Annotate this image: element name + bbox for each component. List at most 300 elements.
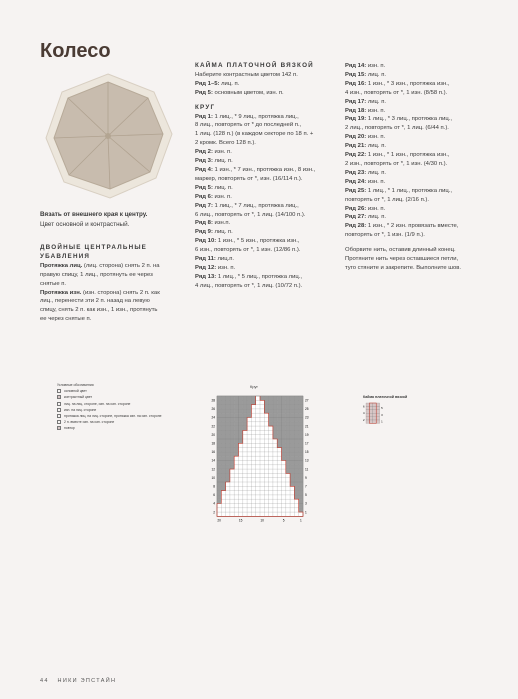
chart-right-tick: 27	[305, 398, 309, 403]
no-stitch-cell	[243, 413, 247, 417]
chart-bottom-tick: 10	[260, 518, 264, 523]
circle-row: повторять от *, 1 лиц. (2/16 п.).	[345, 196, 429, 203]
no-stitch-cell	[299, 486, 303, 490]
no-stitch-cell	[299, 508, 303, 512]
legend-swatch-icon	[57, 414, 61, 418]
no-stitch-cell	[277, 439, 281, 443]
no-stitch-cell	[217, 430, 221, 434]
no-stitch-cell	[299, 495, 303, 499]
circle-row: 8 лиц., повторять от * до последней п.,	[195, 122, 302, 129]
no-stitch-cell	[290, 452, 294, 456]
no-stitch-cell	[234, 413, 238, 417]
no-stitch-cell	[239, 396, 243, 400]
no-stitch-cell	[299, 430, 303, 434]
edge-row: Наберите контрастным цветом 142 п.	[195, 71, 298, 78]
no-stitch-cell	[282, 413, 286, 417]
no-stitch-cell	[239, 422, 243, 426]
no-stitch-cell	[273, 396, 277, 400]
no-stitch-cell	[221, 418, 225, 422]
circle-row: Ряд 10: 1 изн., * 5 изн., протяжка изн.,	[195, 238, 300, 245]
no-stitch-cell	[273, 413, 277, 417]
mini-chart-title: Кайма платочной вязкой	[363, 395, 408, 399]
no-stitch-cell	[230, 461, 234, 465]
circle-row: Ряд 7: 1 лиц., * 7 лиц., протяжка лиц.,	[195, 202, 299, 209]
legend-label: 2 п. вместе изн. на изн. стороне	[64, 420, 115, 425]
decrease-purl-line: лиц., перенести эти 2 п. назад на левую	[40, 298, 150, 305]
no-stitch-cell	[221, 426, 225, 430]
no-stitch-cell	[282, 456, 286, 460]
no-stitch-cell	[286, 418, 290, 422]
circle-row: Ряд 24: изн. п.	[345, 178, 386, 185]
no-stitch-cell	[290, 482, 294, 486]
no-stitch-cell	[226, 439, 230, 443]
no-stitch-cell	[299, 491, 303, 495]
no-stitch-cell	[234, 430, 238, 434]
edge-chart-cell	[376, 420, 379, 423]
chart-left-tick: 16	[211, 450, 215, 455]
no-stitch-cell	[260, 396, 264, 400]
edge-chart-cell	[373, 417, 376, 420]
no-stitch-cell	[239, 409, 243, 413]
chart-left-tick: 28	[211, 398, 215, 403]
page-footer	[40, 678, 116, 684]
no-stitch-cell	[217, 491, 221, 495]
edge-chart-cell	[373, 413, 376, 416]
no-stitch-cell	[230, 426, 234, 430]
no-stitch-cell	[282, 439, 286, 443]
edge-right-tick: 1	[381, 419, 383, 424]
no-stitch-cell	[290, 443, 294, 447]
no-stitch-cell	[294, 422, 298, 426]
page-number: 44	[40, 678, 49, 684]
no-stitch-cell	[234, 435, 238, 439]
no-stitch-cell	[294, 430, 298, 434]
no-stitch-cell	[239, 405, 243, 409]
no-stitch-cell	[230, 448, 234, 452]
no-stitch-cell	[264, 396, 268, 400]
no-stitch-cell	[277, 430, 281, 434]
circle-row: Ряд 18: изн. п.	[345, 107, 386, 114]
edge-chart-cell	[373, 403, 376, 406]
no-stitch-cell	[277, 418, 281, 422]
no-stitch-cell	[299, 422, 303, 426]
decrease-knit-line: правую спицу, 1 лиц., протянуть ее через	[40, 271, 153, 278]
no-stitch-cell	[226, 452, 230, 456]
no-stitch-cell	[286, 413, 290, 417]
no-stitch-cell	[290, 456, 294, 460]
no-stitch-cell	[247, 409, 251, 413]
no-stitch-cell	[230, 465, 234, 469]
no-stitch-cell	[290, 469, 294, 473]
no-stitch-cell	[286, 452, 290, 456]
no-stitch-cell	[286, 430, 290, 434]
no-stitch-cell	[299, 426, 303, 430]
no-stitch-cell	[273, 430, 277, 434]
no-stitch-cell	[251, 400, 255, 404]
no-stitch-cell	[290, 435, 294, 439]
chart-right-tick: 9	[305, 475, 307, 480]
no-stitch-cell	[239, 400, 243, 404]
edge-chart-cell	[366, 403, 369, 406]
chart-bottom-tick: 20	[217, 518, 221, 523]
circle-row: 2 изн., повторять от *, 1 изн. (4/30 п.).	[345, 160, 448, 167]
chart-right-tick: 17	[305, 441, 309, 446]
no-stitch-cell	[282, 418, 286, 422]
circle-row: Ряд 28: 1 изн., * 2 изн. провязать вместе,	[345, 223, 459, 230]
chart-right-tick: 1	[305, 510, 307, 515]
no-stitch-cell	[282, 426, 286, 430]
no-stitch-cell	[294, 482, 298, 486]
no-stitch-cell	[247, 396, 251, 400]
no-stitch-cell	[247, 400, 251, 404]
finishing-line: Оборвите нить, оставив длинный конец.	[345, 247, 456, 254]
edge-chart-cell	[373, 410, 376, 413]
caption-line-1: Вязать от внешнего края к центру.	[40, 211, 148, 218]
no-stitch-cell	[226, 469, 230, 473]
circle-row: Ряд 5: лиц. п.	[195, 184, 233, 191]
chart-right-tick: 5	[305, 493, 307, 498]
no-stitch-cell	[294, 409, 298, 413]
edge-row: Ряд 1–5: лиц. п.	[195, 80, 240, 87]
no-stitch-cell	[273, 422, 277, 426]
no-stitch-cell	[217, 473, 221, 477]
no-stitch-cell	[230, 435, 234, 439]
chart-left-tick: 4	[213, 501, 215, 506]
chart-right-tick: 7	[305, 484, 307, 489]
chart-right-tick: 23	[305, 415, 309, 420]
legend-label: протяжка лиц. на лиц. стороне, протяжка изн. на изн. стороне	[64, 413, 162, 418]
no-stitch-cell	[299, 443, 303, 447]
no-stitch-cell	[243, 396, 247, 400]
no-stitch-cell	[299, 439, 303, 443]
circle-row: Ряд 17: лиц. п.	[345, 98, 387, 105]
no-stitch-cell	[239, 413, 243, 417]
no-stitch-cell	[273, 435, 277, 439]
no-stitch-cell	[282, 430, 286, 434]
no-stitch-cell	[273, 405, 277, 409]
circle-row: 2 лиц., повторять от *, 1 лиц. (6/44 п.).	[345, 125, 449, 132]
no-stitch-cell	[299, 465, 303, 469]
no-stitch-cell	[226, 473, 230, 477]
no-stitch-cell	[226, 413, 230, 417]
no-stitch-cell	[230, 400, 234, 404]
edge-chart-cell	[369, 406, 372, 409]
no-stitch-cell	[230, 430, 234, 434]
no-stitch-cell	[217, 461, 221, 465]
no-stitch-cell	[217, 409, 221, 413]
no-stitch-cell	[290, 430, 294, 434]
circle-row: Ряд 21: лиц. п.	[345, 143, 387, 150]
swatch-caption	[40, 210, 180, 229]
finishing-line: туго стяните и закрепите. Выполните шов.	[345, 264, 462, 271]
no-stitch-cell	[234, 443, 238, 447]
no-stitch-cell	[226, 435, 230, 439]
caption-line-2: Цвет основной и контрастный.	[40, 220, 130, 228]
author-name: НИКИ ЭПСТАЙН	[57, 678, 117, 684]
no-stitch-cell	[217, 452, 221, 456]
chart-bottom-tick: 15	[238, 518, 243, 523]
no-stitch-cell	[230, 405, 234, 409]
no-stitch-cell	[217, 486, 221, 490]
no-stitch-cell	[282, 409, 286, 413]
no-stitch-cell	[243, 405, 247, 409]
no-stitch-cell	[299, 418, 303, 422]
no-stitch-cell	[221, 452, 225, 456]
legend-title: Условные обозначения	[57, 383, 94, 387]
no-stitch-cell	[230, 418, 234, 422]
no-stitch-cell	[299, 448, 303, 452]
decreases-heading-2: УБАВЛЕНИЯ	[40, 252, 91, 260]
no-stitch-cell	[230, 443, 234, 447]
no-stitch-cell	[234, 396, 238, 400]
no-stitch-cell	[294, 443, 298, 447]
circle-row: Ряд 8: изн.п.	[195, 220, 231, 227]
edge-chart-cell	[366, 406, 369, 409]
no-stitch-cell	[269, 413, 273, 417]
edge-chart-cell	[369, 417, 372, 420]
no-stitch-cell	[226, 405, 230, 409]
no-stitch-cell	[286, 448, 290, 452]
no-stitch-cell	[217, 443, 221, 447]
no-stitch-cell	[230, 413, 234, 417]
no-stitch-cell	[286, 439, 290, 443]
no-stitch-cell	[286, 396, 290, 400]
circle-row: Ряд 1: 1 лиц., * 9 лиц., протяжка лиц.,	[195, 113, 299, 120]
circle-row: Ряд 27: лиц. п.	[345, 214, 387, 221]
circle-row: Ряд 2: изн. п.	[195, 149, 232, 156]
no-stitch-cell	[294, 418, 298, 422]
no-stitch-cell	[277, 396, 281, 400]
no-stitch-cell	[282, 396, 286, 400]
no-stitch-cell	[230, 456, 234, 460]
no-stitch-cell	[286, 405, 290, 409]
edge-chart-cell	[376, 410, 379, 413]
no-stitch-cell	[226, 400, 230, 404]
no-stitch-cell	[234, 452, 238, 456]
no-stitch-cell	[226, 456, 230, 460]
circle-row: Ряд 14: изн. п.	[345, 63, 386, 69]
no-stitch-cell	[251, 396, 255, 400]
page-title: Колесо	[40, 40, 111, 62]
no-stitch-cell	[234, 439, 238, 443]
decreases-section	[40, 244, 180, 324]
edge-heading: КАЙМА ПЛАТОЧНОЙ ВЯЗКОЙ	[195, 62, 314, 69]
circle-row: Ряд 26: изн. п.	[345, 205, 386, 212]
no-stitch-cell	[290, 400, 294, 404]
no-stitch-cell	[243, 409, 247, 413]
circle-row: Ряд 25: 1 лиц., * 1 лиц., протяжка лиц.,	[345, 187, 453, 194]
no-stitch-cell	[299, 409, 303, 413]
chart-right-tick: 21	[305, 424, 309, 429]
no-stitch-cell	[226, 396, 230, 400]
no-stitch-cell	[217, 499, 221, 503]
chart-left-tick: 6	[213, 493, 215, 498]
edge-chart-cell	[369, 403, 372, 406]
no-stitch-cell	[273, 426, 277, 430]
edge-chart-cell	[366, 410, 369, 413]
no-stitch-cell	[243, 422, 247, 426]
no-stitch-cell	[226, 430, 230, 434]
instructions-column-middle	[195, 62, 335, 291]
no-stitch-cell	[234, 405, 238, 409]
no-stitch-cell	[264, 409, 268, 413]
no-stitch-cell	[269, 409, 273, 413]
circle-row: Ряд 4: 1 изн., * 7 изн., протяжка изн., 8 изн.,	[195, 166, 316, 173]
no-stitch-cell	[299, 400, 303, 404]
no-stitch-cell	[282, 448, 286, 452]
no-stitch-cell	[290, 405, 294, 409]
no-stitch-cell	[221, 413, 225, 417]
no-stitch-cell	[226, 465, 230, 469]
no-stitch-cell	[217, 435, 221, 439]
decrease-knit-line: снятые п.	[40, 280, 67, 287]
no-stitch-cell	[221, 486, 225, 490]
circle-row: Ряд 3: лиц. п.	[195, 158, 233, 165]
legend-label: основной цвет	[64, 389, 87, 394]
no-stitch-cell	[294, 478, 298, 482]
no-stitch-cell	[294, 473, 298, 477]
circle-row: маркер, повторять от *, изн. (16/114 п.).	[195, 175, 303, 182]
no-stitch-cell	[277, 409, 281, 413]
legend-swatch-icon	[57, 426, 61, 430]
legend-label: повтор	[64, 426, 75, 431]
no-stitch-cell	[299, 473, 303, 477]
decrease-purl-line: спицу, снять 2 п. как изн., 1 изн., протянуть	[40, 307, 158, 314]
no-stitch-cell	[299, 499, 303, 503]
circle-row: 2 кромк. Всего 128 п.).	[195, 140, 256, 147]
chart-left-tick: 2	[213, 510, 215, 515]
instructions-column-right	[345, 62, 495, 273]
no-stitch-cell	[294, 491, 298, 495]
edge-chart-cell	[373, 406, 376, 409]
no-stitch-cell	[217, 418, 221, 422]
edge-right-tick: 3	[381, 412, 383, 417]
legend-swatch-icon	[57, 395, 61, 399]
chart-legend	[57, 382, 197, 432]
no-stitch-cell	[221, 400, 225, 404]
no-stitch-cell	[277, 413, 281, 417]
no-stitch-cell	[290, 448, 294, 452]
edge-chart-cell	[369, 410, 372, 413]
chart-left-tick: 10	[211, 475, 215, 480]
no-stitch-cell	[282, 405, 286, 409]
no-stitch-cell	[247, 413, 251, 417]
circle-row: 6 лиц., повторять от *, 1 лиц. (14/100 п.).	[195, 211, 306, 218]
chart-right-tick: 11	[305, 467, 309, 472]
no-stitch-cell	[217, 400, 221, 404]
no-stitch-cell	[221, 435, 225, 439]
chart-left-tick: 14	[211, 458, 215, 463]
circle-row: Ряд 15: лиц. п.	[345, 71, 387, 78]
no-stitch-cell	[269, 422, 273, 426]
edge-chart-cell	[369, 413, 372, 416]
no-stitch-cell	[299, 461, 303, 465]
circle-heading: КРУГ	[195, 103, 216, 111]
no-stitch-cell	[269, 405, 273, 409]
no-stitch-cell	[234, 426, 238, 430]
no-stitch-cell	[282, 443, 286, 447]
no-stitch-cell	[294, 426, 298, 430]
legend-swatch-icon	[57, 420, 61, 424]
no-stitch-cell	[294, 495, 298, 499]
circle-row: Ряд 22: 1 изн., * 1 изн., протяжка изн.,	[345, 152, 450, 159]
no-stitch-cell	[286, 400, 290, 404]
no-stitch-cell	[226, 422, 230, 426]
decreases-heading-1: ДВОЙНЫЕ ЦЕНТРАЛЬНЫЕ	[40, 244, 148, 251]
chart-right-tick: 19	[305, 432, 309, 437]
edge-left-tick: 2	[362, 418, 365, 422]
no-stitch-cell	[299, 478, 303, 482]
no-stitch-cell	[221, 482, 225, 486]
no-stitch-cell	[286, 461, 290, 465]
legend-label: лиц. на лиц. стороне, изн. на изн. стороне	[64, 401, 131, 406]
no-stitch-cell	[247, 405, 251, 409]
knitted-wheel-swatch-image	[40, 68, 176, 204]
chart-right-tick: 15	[305, 450, 309, 455]
chart-right-tick: 25	[305, 407, 309, 412]
no-stitch-cell	[226, 448, 230, 452]
no-stitch-cell	[294, 461, 298, 465]
no-stitch-cell	[230, 439, 234, 443]
no-stitch-cell	[239, 435, 243, 439]
no-stitch-cell	[290, 413, 294, 417]
no-stitch-cell	[286, 469, 290, 473]
no-stitch-cell	[217, 465, 221, 469]
no-stitch-cell	[299, 413, 303, 417]
no-stitch-cell	[264, 405, 268, 409]
no-stitch-cell	[286, 426, 290, 430]
circle-row: Ряд 16: 1 изн., * 3 изн., протяжка изн.,	[345, 80, 450, 87]
no-stitch-cell	[294, 396, 298, 400]
chart-right-tick: 13	[305, 458, 309, 463]
no-stitch-cell	[294, 413, 298, 417]
no-stitch-cell	[299, 435, 303, 439]
edge-chart-cell	[369, 420, 372, 423]
no-stitch-cell	[294, 439, 298, 443]
chart-left-tick: 8	[213, 484, 215, 489]
no-stitch-cell	[290, 473, 294, 477]
no-stitch-cell	[290, 418, 294, 422]
no-stitch-cell	[299, 504, 303, 508]
no-stitch-cell	[217, 396, 221, 400]
no-stitch-cell	[239, 430, 243, 434]
no-stitch-cell	[277, 435, 281, 439]
no-stitch-cell	[221, 469, 225, 473]
no-stitch-cell	[273, 400, 277, 404]
no-stitch-cell	[221, 456, 225, 460]
circle-row: Ряд 12: изн. п.	[195, 264, 236, 271]
no-stitch-cell	[234, 448, 238, 452]
edge-chart-cell	[366, 413, 369, 416]
no-stitch-cell	[226, 418, 230, 422]
no-stitch-cell	[217, 495, 221, 499]
edge-chart-cell	[376, 417, 379, 420]
no-stitch-cell	[234, 422, 238, 426]
no-stitch-cell	[217, 448, 221, 452]
no-stitch-cell	[221, 461, 225, 465]
edge-chart-cell	[376, 406, 379, 409]
no-stitch-cell	[221, 473, 225, 477]
no-stitch-cell	[286, 422, 290, 426]
no-stitch-cell	[277, 400, 281, 404]
chart-left-tick: 20	[211, 432, 215, 437]
no-stitch-cell	[290, 426, 294, 430]
circle-chart	[205, 390, 315, 530]
no-stitch-cell	[282, 400, 286, 404]
decrease-purl-line: ее через снятые п.	[40, 316, 92, 323]
legend-swatch-icon	[57, 389, 61, 393]
no-stitch-cell	[217, 405, 221, 409]
